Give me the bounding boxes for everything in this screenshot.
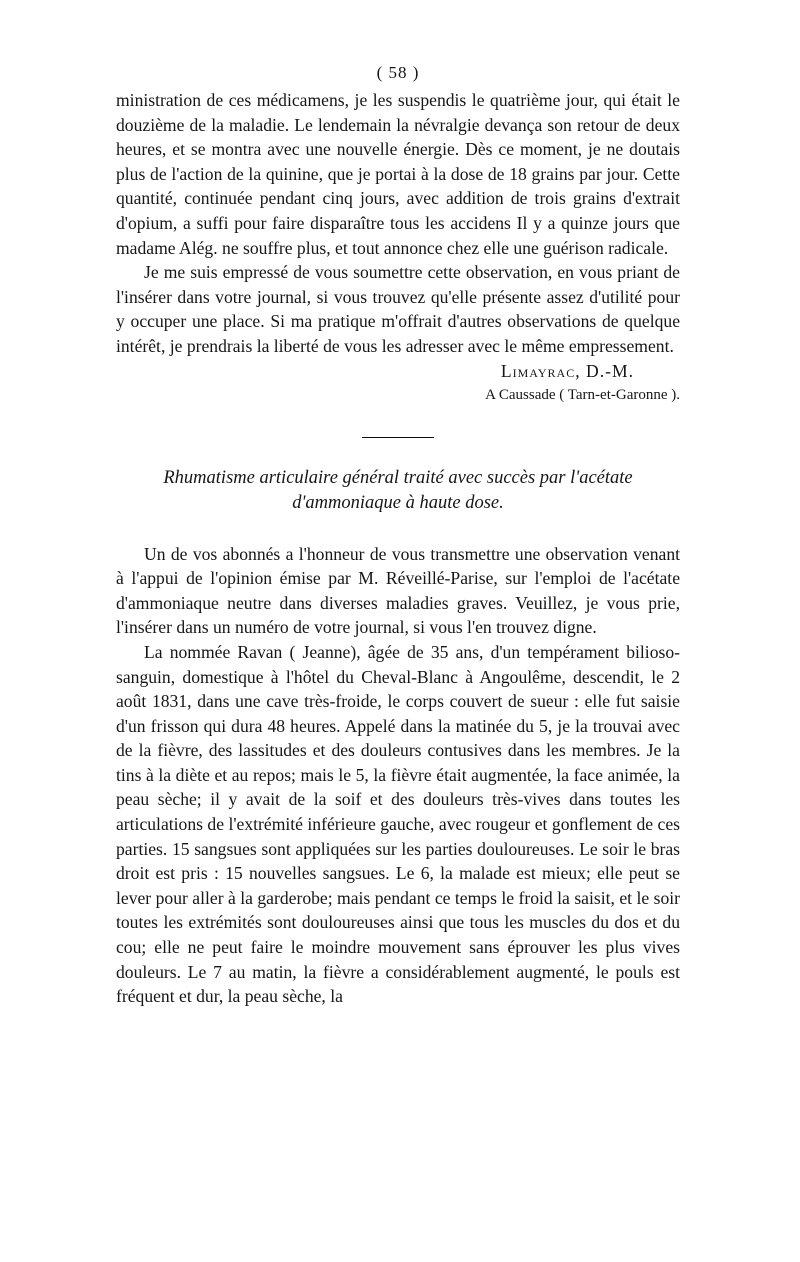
article-title-line-1: Rhumatisme articulaire général traité avec succès par l'acétate [163, 467, 633, 488]
paragraph-closing-letter: Je me suis empressé de vous soumettre cette observation, en vous priant de l'insérer dans votre journal, si vous trouvez qu'elle présente assez d'utilité pour y occuper une place. Si ma pratique m'offrait d'autres observations de quelque intérêt, je prendrais la liberté de vous les adresser avec le même empressement. [116, 262, 680, 356]
article-title [116, 466, 680, 516]
page [116, 62, 680, 1009]
section-divider [362, 437, 434, 438]
signature-place: A Caussade ( Tarn-et-Garonne ). [485, 386, 680, 403]
signature-name: Limayrac, D.-M. [500, 360, 634, 381]
paragraph-case-report: La nommée Ravan ( Jeanne), âgée de 35 ans, d'un tempérament bilioso-sanguin, domestique à l'hôtel du Cheval-Blanc à Angoulême, descendit, le 2 août 1831, dans une cave très-froide, le corps couvert de sueur : elle fut saisie d'un frisson qui dura 48 heures. Appelé dans la matinée du 5, je la trouvai avec de la fièvre, des lassitudes et des douleurs contusives dans les membres. Je la tins à la diète et au repos; mais le 5, la fièvre était augmentée, la face animée, la peau sèche; il y avait de la soif et des douleurs très-vives dans toutes les articulations de l'extrémité inférieure gauche, avec rougeur et gonflement de ces parties. 15 sangsues sont appliquées sur les parties douloureuses. Le soir le bras droit est pris : 15 nouvelles sangsues. Le 6, la malade est mieux; elle peut se lever pour aller à la garderobe; mais pendant ce temps le froid la saisit, et le soir toutes les extrémités sont douloureuses ainsi que tous les muscles du dos et du cou; elle ne peut faire le moindre mouvement sans éprouver les plus vives douleurs. Le 7 au matin, la fièvre a considérablement augmenté, le pouls est fréquent et dur, la peau sèche, la [116, 641, 680, 1007]
article-title-line-2: d'ammoniaque à haute dose. [292, 492, 504, 513]
paragraph-continuation: ministration de ces médicamens, je les suspendis le quatrième jour, qui était le douzième de la maladie. Le lendemain la névralgie devança son retour de deux heures, et se montra avec une nouvelle énergie. Dès ce moment, je ne doutais plus de l'action de la quinine, que je portai à la dose de 18 grains par jour. Cette quantité, continuée pendant cinq jours, avec addition de trois grains d'extrait d'opium, a suffi pour faire disparaître tous les accidens Il y a quinze jours que madame Alég. ne souffre plus, et tout annonce chez elle une guérison radicale. [116, 90, 680, 258]
paragraph-introduction: Un de vos abonnés a l'honneur de vous transmettre une observation venant à l'appui de l'opinion émise par M. Réveillé-Parise, sur l'emploi de l'acétate d'ammoniaque neutre dans diverses maladies graves. Veuillez, je vous prie, l'insérer dans un numéro de votre journal, si vous l'en trouvez digne. [116, 543, 680, 638]
page-number: ( 58 ) [376, 63, 420, 82]
